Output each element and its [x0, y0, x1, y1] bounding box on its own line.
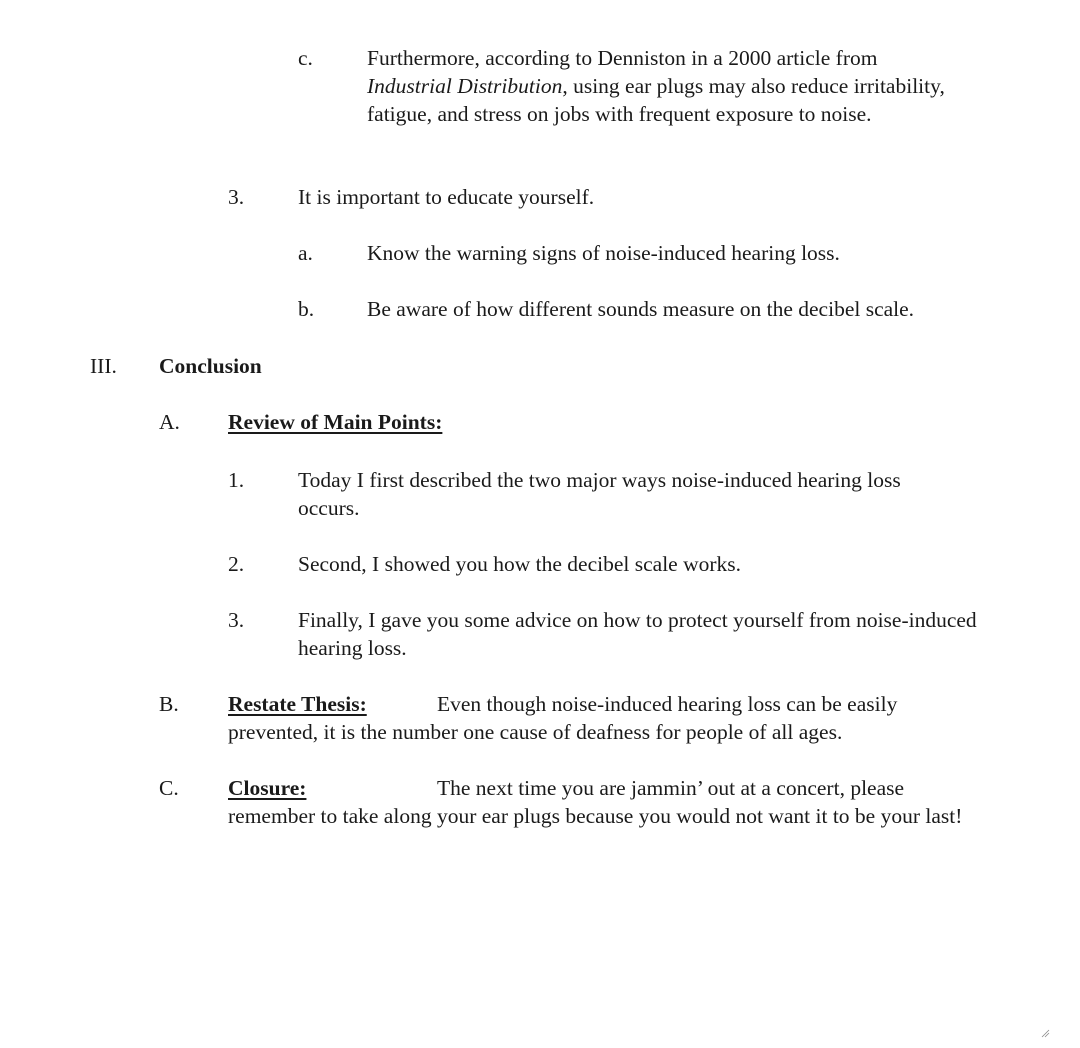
item-2c-text-post: , using ear plugs may also reduce irritability, fatigue, and stress on jobs with frequent exposure to noise. [367, 74, 945, 126]
outline-item-3-text: It is important to educate yourself. [298, 185, 595, 209]
outline-item-2c-text [367, 44, 967, 128]
outline-item-3b-text: Be aware of how different sounds measure on the decibel scale. [367, 297, 915, 321]
review-main-points-heading: Review of Main Points: [228, 410, 443, 434]
outline-item-A1-text: Today I first described the two major ways noise-induced hearing loss occurs. [298, 468, 901, 520]
resize-grip-icon[interactable] [1040, 1028, 1050, 1038]
outline-label-A3: 3. [228, 608, 245, 632]
item-2c-source-title: Industrial Distribution [367, 74, 563, 98]
item-2c-text-pre: Furthermore, according to Denniston in a 2000 article from [367, 46, 878, 70]
outline-label-B: B. [159, 692, 179, 716]
outline-item-A2-text: Second, I showed you how the decibel scale works. [298, 552, 742, 576]
outline-label-2c: c. [298, 46, 313, 70]
section-III-heading: Conclusion [159, 354, 262, 378]
outline-label-A1: 1. [228, 468, 245, 492]
outline-item-3a-text: Know the warning signs of noise-induced hearing loss. [367, 241, 840, 265]
outline-label-A2: 2. [228, 552, 245, 576]
outline-label-A: A. [159, 410, 180, 434]
closure-text: The next time you are jammin’ out at a concert, please remember to take along your ear plugs because you would not want it to be your last! [228, 776, 963, 828]
restate-thesis-line1 [228, 690, 978, 746]
outline-label-3: 3. [228, 185, 245, 209]
section-III-label: III. [90, 354, 117, 378]
outline-label-C: C. [159, 776, 179, 800]
outline-label-3a: a. [298, 241, 313, 265]
outline-item-A3-text: Finally, I gave you some advice on how to protect yourself from noise-induced hearing loss. [298, 608, 977, 660]
outline-label-3b: b. [298, 297, 315, 321]
restate-thesis-heading: Restate Thesis: [228, 692, 367, 716]
restate-thesis-text: Even though noise-induced hearing loss can be easily prevented, it is the number one cause of deafness for people of all ages. [228, 692, 898, 744]
closure-heading: Closure: [228, 776, 307, 800]
